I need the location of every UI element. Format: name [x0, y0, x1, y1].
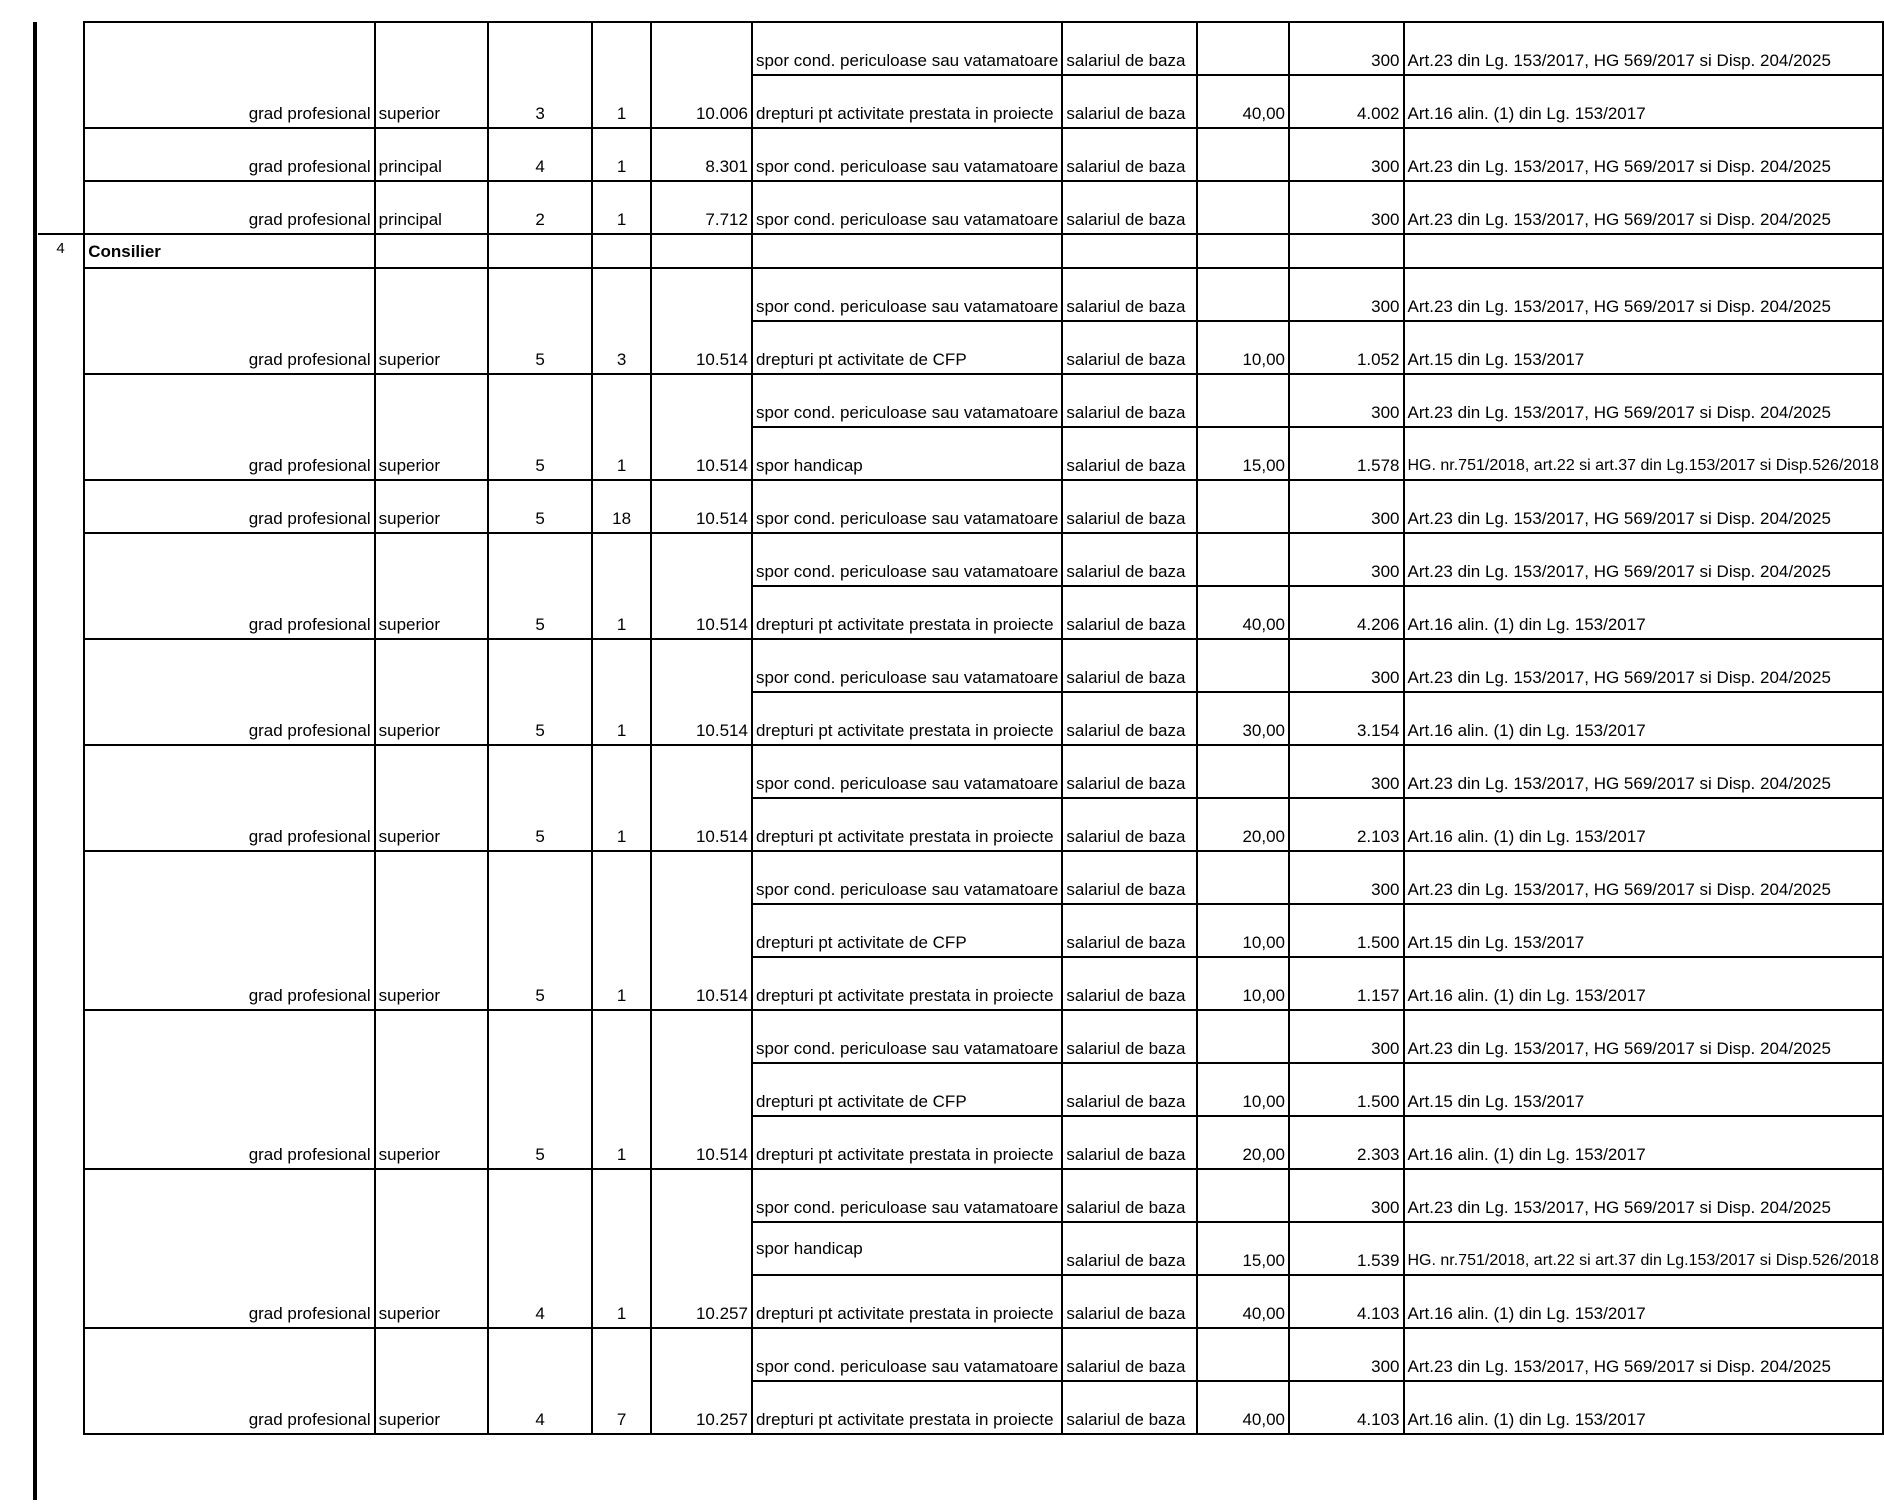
positions-count: 1 — [592, 957, 651, 1010]
grade-level: superior — [375, 1116, 489, 1169]
grade-label: grad profesional — [84, 957, 374, 1010]
table-row — [38, 321, 1883, 374]
positions-count: 18 — [592, 480, 651, 533]
grade-label: grad profesional — [84, 181, 374, 234]
grade-level: principal — [375, 181, 489, 234]
grade-level: superior — [375, 1381, 489, 1434]
spor-name: drepturi pt activitate de CFP — [752, 321, 1062, 374]
legal-basis: Art.23 din Lg. 153/2017, HG 569/2017 si Disp. 204/2025 — [1404, 1328, 1884, 1381]
table-row — [38, 1010, 1883, 1063]
base-salary: 10.006 — [651, 75, 752, 128]
left-margin-rule — [33, 22, 37, 1500]
base-label: salariul de baza — [1062, 181, 1197, 234]
positions-count: 1 — [592, 75, 651, 128]
positions-count: 1 — [592, 427, 651, 480]
spor-amount: 300 — [1289, 533, 1403, 586]
grade-label: grad profesional — [84, 480, 374, 533]
grade-label: grad profesional — [84, 1116, 374, 1169]
base-salary: 10.514 — [651, 480, 752, 533]
spor-name: spor cond. periculoase sau vatamatoare — [752, 639, 1062, 692]
spor-name: drepturi pt activitate prestata in proiecte — [752, 75, 1062, 128]
table-row — [38, 268, 1883, 321]
base-label: salariul de baza — [1062, 904, 1197, 957]
legal-basis: Art.23 din Lg. 153/2017, HG 569/2017 si Disp. 204/2025 — [1404, 1169, 1884, 1222]
legal-basis: Art.16 alin. (1) din Lg. 153/2017 — [1404, 692, 1884, 745]
spor-percent: 10,00 — [1197, 957, 1289, 1010]
spor-amount: 2.303 — [1289, 1116, 1403, 1169]
section-number: 4 — [38, 234, 84, 268]
base-label: salariul de baza — [1062, 692, 1197, 745]
legal-basis: Art.15 din Lg. 153/2017 — [1404, 904, 1884, 957]
legal-basis: Art.16 alin. (1) din Lg. 153/2017 — [1404, 957, 1884, 1010]
spor-name: spor cond. periculoase sau vatamatoare — [752, 181, 1062, 234]
legal-basis: Art.23 din Lg. 153/2017, HG 569/2017 si Disp. 204/2025 — [1404, 851, 1884, 904]
base-label: salariul de baza — [1062, 957, 1197, 1010]
legal-basis: Art.23 din Lg. 153/2017, HG 569/2017 si Disp. 204/2025 — [1404, 128, 1884, 181]
base-label: salariul de baza — [1062, 268, 1197, 321]
legal-basis: Art.16 alin. (1) din Lg. 153/2017 — [1404, 75, 1884, 128]
table-row — [38, 586, 1883, 639]
grade-level: superior — [375, 586, 489, 639]
table-row — [38, 957, 1883, 1010]
spor-amount: 4.103 — [1289, 1275, 1403, 1328]
gradation: 5 — [488, 957, 592, 1010]
spor-amount: 300 — [1289, 128, 1403, 181]
legal-basis: Art.15 din Lg. 153/2017 — [1404, 1063, 1884, 1116]
gradation: 4 — [488, 128, 592, 181]
spor-amount: 3.154 — [1289, 692, 1403, 745]
positions-count: 1 — [592, 1275, 651, 1328]
grade-label: grad profesional — [84, 1275, 374, 1328]
legal-basis: Art.16 alin. (1) din Lg. 153/2017 — [1404, 1275, 1884, 1328]
base-label: salariul de baza — [1062, 1169, 1197, 1222]
table-row — [38, 639, 1883, 692]
legal-basis: Art.16 alin. (1) din Lg. 153/2017 — [1404, 586, 1884, 639]
grade-label: grad profesional — [84, 798, 374, 851]
base-label: salariul de baza — [1062, 745, 1197, 798]
legal-basis: Art.16 alin. (1) din Lg. 153/2017 — [1404, 798, 1884, 851]
spor-amount: 300 — [1289, 480, 1403, 533]
spor-name: spor cond. periculoase sau vatamatoare — [752, 851, 1062, 904]
table-row — [38, 692, 1883, 745]
grade-level: superior — [375, 427, 489, 480]
gradation: 2 — [488, 181, 592, 234]
spor-name: spor handicap — [752, 427, 1062, 480]
spor-amount: 300 — [1289, 1169, 1403, 1222]
spor-name: drepturi pt activitate de CFP — [752, 1063, 1062, 1116]
salary-table — [38, 21, 1884, 1435]
grade-level: principal — [375, 128, 489, 181]
spor-name: drepturi pt activitate prestata in proiecte — [752, 1275, 1062, 1328]
table-row — [38, 427, 1883, 480]
base-label: salariul de baza — [1062, 1275, 1197, 1328]
base-label: salariul de baza — [1062, 1010, 1197, 1063]
base-label: salariul de baza — [1062, 128, 1197, 181]
gradation: 5 — [488, 480, 592, 533]
grade-label: grad profesional — [84, 128, 374, 181]
table-row — [38, 1328, 1883, 1381]
grade-level: superior — [375, 957, 489, 1010]
gradation: 5 — [488, 586, 592, 639]
spor-amount: 4.103 — [1289, 1381, 1403, 1434]
spor-percent: 10,00 — [1197, 321, 1289, 374]
gradation: 3 — [488, 75, 592, 128]
spor-name: drepturi pt activitate prestata in proiecte — [752, 798, 1062, 851]
base-salary: 10.514 — [651, 321, 752, 374]
base-label: salariul de baza — [1062, 480, 1197, 533]
spor-name: spor cond. periculoase sau vatamatoare — [752, 22, 1062, 75]
spor-amount: 1.157 — [1289, 957, 1403, 1010]
legal-basis: Art.23 din Lg. 153/2017, HG 569/2017 si Disp. 204/2025 — [1404, 268, 1884, 321]
base-label: salariul de baza — [1062, 374, 1197, 427]
spor-amount: 4.002 — [1289, 75, 1403, 128]
base-salary: 10.257 — [651, 1275, 752, 1328]
spor-name: spor cond. periculoase sau vatamatoare — [752, 533, 1062, 586]
spor-amount: 300 — [1289, 181, 1403, 234]
legal-basis: Art.23 din Lg. 153/2017, HG 569/2017 si Disp. 204/2025 — [1404, 639, 1884, 692]
spor-percent: 15,00 — [1197, 1222, 1289, 1275]
gradation: 5 — [488, 692, 592, 745]
gradation: 5 — [488, 1116, 592, 1169]
base-salary: 10.514 — [651, 1116, 752, 1169]
spor-name: spor cond. periculoase sau vatamatoare — [752, 1169, 1062, 1222]
table-row — [38, 128, 1883, 181]
spor-name: drepturi pt activitate prestata in proiecte — [752, 1116, 1062, 1169]
spor-name: spor cond. periculoase sau vatamatoare — [752, 1010, 1062, 1063]
legal-basis: Art.16 alin. (1) din Lg. 153/2017 — [1404, 1116, 1884, 1169]
base-salary: 10.514 — [651, 586, 752, 639]
base-label: salariul de baza — [1062, 533, 1197, 586]
legal-basis: Art.23 din Lg. 153/2017, HG 569/2017 si Disp. 204/2025 — [1404, 745, 1884, 798]
spor-name: spor cond. periculoase sau vatamatoare — [752, 268, 1062, 321]
spor-amount: 1.052 — [1289, 321, 1403, 374]
base-salary: 10.514 — [651, 692, 752, 745]
legal-basis: Art.23 din Lg. 153/2017, HG 569/2017 si Disp. 204/2025 — [1404, 480, 1884, 533]
base-salary: 10.257 — [651, 1381, 752, 1434]
section-title: Consilier — [84, 234, 374, 268]
spor-amount: 300 — [1289, 1010, 1403, 1063]
base-label: salariul de baza — [1062, 1222, 1197, 1275]
spor-name: spor cond. periculoase sau vatamatoare — [752, 374, 1062, 427]
spor-name: drepturi pt activitate prestata in proiecte — [752, 957, 1062, 1010]
table-row — [38, 1116, 1883, 1169]
gradation: 4 — [488, 1381, 592, 1434]
spor-percent: 10,00 — [1197, 1063, 1289, 1116]
gradation: 4 — [488, 1275, 592, 1328]
base-salary: 10.514 — [651, 798, 752, 851]
table-row — [38, 181, 1883, 234]
grade-level: superior — [375, 75, 489, 128]
spor-percent: 40,00 — [1197, 1381, 1289, 1434]
positions-count: 1 — [592, 586, 651, 639]
legal-basis: Art.23 din Lg. 153/2017, HG 569/2017 si Disp. 204/2025 — [1404, 181, 1884, 234]
grade-level: superior — [375, 1275, 489, 1328]
table-row — [38, 75, 1883, 128]
gradation: 5 — [488, 798, 592, 851]
legal-basis: Art.23 din Lg. 153/2017, HG 569/2017 si Disp. 204/2025 — [1404, 1010, 1884, 1063]
spor-amount: 300 — [1289, 374, 1403, 427]
legal-basis: Art.23 din Lg. 153/2017, HG 569/2017 si Disp. 204/2025 — [1404, 533, 1884, 586]
spor-amount: 300 — [1289, 745, 1403, 798]
base-label: salariul de baza — [1062, 22, 1197, 75]
spor-percent: 15,00 — [1197, 427, 1289, 480]
table-row — [38, 374, 1883, 427]
spor-name: spor cond. periculoase sau vatamatoare — [752, 480, 1062, 533]
spor-name: drepturi pt activitate de CFP — [752, 904, 1062, 957]
base-label: salariul de baza — [1062, 321, 1197, 374]
positions-count: 1 — [592, 692, 651, 745]
positions-count: 7 — [592, 1381, 651, 1434]
spor-amount: 300 — [1289, 22, 1403, 75]
base-label: salariul de baza — [1062, 1063, 1197, 1116]
base-label: salariul de baza — [1062, 586, 1197, 639]
gradation: 5 — [488, 321, 592, 374]
base-salary: 7.712 — [651, 181, 752, 234]
base-label: salariul de baza — [1062, 1381, 1197, 1434]
grade-label: grad profesional — [84, 1381, 374, 1434]
table-row — [38, 1169, 1883, 1222]
spor-amount: 300 — [1289, 639, 1403, 692]
table-row — [38, 1275, 1883, 1328]
spor-percent: 40,00 — [1197, 75, 1289, 128]
spor-name: spor cond. periculoase sau vatamatoare — [752, 128, 1062, 181]
positions-count: 1 — [592, 1116, 651, 1169]
legal-basis: HG. nr.751/2018, art.22 si art.37 din Lg.153/2017 si Disp.526/2018 — [1404, 427, 1884, 480]
positions-count: 1 — [592, 798, 651, 851]
spor-amount: 1.539 — [1289, 1222, 1403, 1275]
spor-name: spor handicap — [752, 1222, 1062, 1275]
grade-label: grad profesional — [84, 427, 374, 480]
positions-count: 1 — [592, 181, 651, 234]
table-row — [38, 798, 1883, 851]
base-label: salariul de baza — [1062, 851, 1197, 904]
spor-percent: 10,00 — [1197, 904, 1289, 957]
table-row — [38, 1222, 1883, 1275]
legal-basis: Art.15 din Lg. 153/2017 — [1404, 321, 1884, 374]
spor-percent: 20,00 — [1197, 1116, 1289, 1169]
spor-percent: 40,00 — [1197, 1275, 1289, 1328]
spor-amount: 300 — [1289, 851, 1403, 904]
grade-label: grad profesional — [84, 321, 374, 374]
spor-amount: 300 — [1289, 268, 1403, 321]
grade-label: grad profesional — [84, 586, 374, 639]
spor-amount: 1.500 — [1289, 1063, 1403, 1116]
base-label: salariul de baza — [1062, 427, 1197, 480]
section-header-row — [38, 234, 1883, 268]
legal-basis: Art.16 alin. (1) din Lg. 153/2017 — [1404, 1381, 1884, 1434]
spor-percent: 30,00 — [1197, 692, 1289, 745]
legal-basis: Art.23 din Lg. 153/2017, HG 569/2017 si Disp. 204/2025 — [1404, 22, 1884, 75]
table-row — [38, 480, 1883, 533]
base-label: salariul de baza — [1062, 1116, 1197, 1169]
base-label: salariul de baza — [1062, 798, 1197, 851]
table-row — [38, 1063, 1883, 1116]
base-salary: 8.301 — [651, 128, 752, 181]
table-row — [38, 745, 1883, 798]
grade-level: superior — [375, 321, 489, 374]
legal-basis: HG. nr.751/2018, art.22 si art.37 din Lg.153/2017 si Disp.526/2018 — [1404, 1222, 1884, 1275]
spor-name: drepturi pt activitate prestata in proiecte — [752, 1381, 1062, 1434]
base-label: salariul de baza — [1062, 1328, 1197, 1381]
base-salary: 10.514 — [651, 957, 752, 1010]
grade-level: superior — [375, 692, 489, 745]
table-row — [38, 533, 1883, 586]
base-salary: 10.514 — [651, 427, 752, 480]
table-row — [38, 851, 1883, 904]
grade-level: superior — [375, 798, 489, 851]
grade-label: grad profesional — [84, 75, 374, 128]
spor-amount: 2.103 — [1289, 798, 1403, 851]
table-row — [38, 22, 1883, 75]
spor-name: drepturi pt activitate prestata in proiecte — [752, 586, 1062, 639]
spor-amount: 300 — [1289, 1328, 1403, 1381]
spor-name: spor cond. periculoase sau vatamatoare — [752, 1328, 1062, 1381]
spor-percent: 20,00 — [1197, 798, 1289, 851]
table-row — [38, 904, 1883, 957]
positions-count: 1 — [592, 128, 651, 181]
spor-amount: 4.206 — [1289, 586, 1403, 639]
positions-count: 3 — [592, 321, 651, 374]
spor-name: spor cond. periculoase sau vatamatoare — [752, 745, 1062, 798]
gradation: 5 — [488, 427, 592, 480]
base-label: salariul de baza — [1062, 75, 1197, 128]
spor-percent: 40,00 — [1197, 586, 1289, 639]
grade-label: grad profesional — [84, 692, 374, 745]
grade-level: superior — [375, 480, 489, 533]
spor-amount: 1.578 — [1289, 427, 1403, 480]
spor-name: drepturi pt activitate prestata in proiecte — [752, 692, 1062, 745]
spor-amount: 1.500 — [1289, 904, 1403, 957]
base-label: salariul de baza — [1062, 639, 1197, 692]
legal-basis: Art.23 din Lg. 153/2017, HG 569/2017 si Disp. 204/2025 — [1404, 374, 1884, 427]
table-row — [38, 1381, 1883, 1434]
